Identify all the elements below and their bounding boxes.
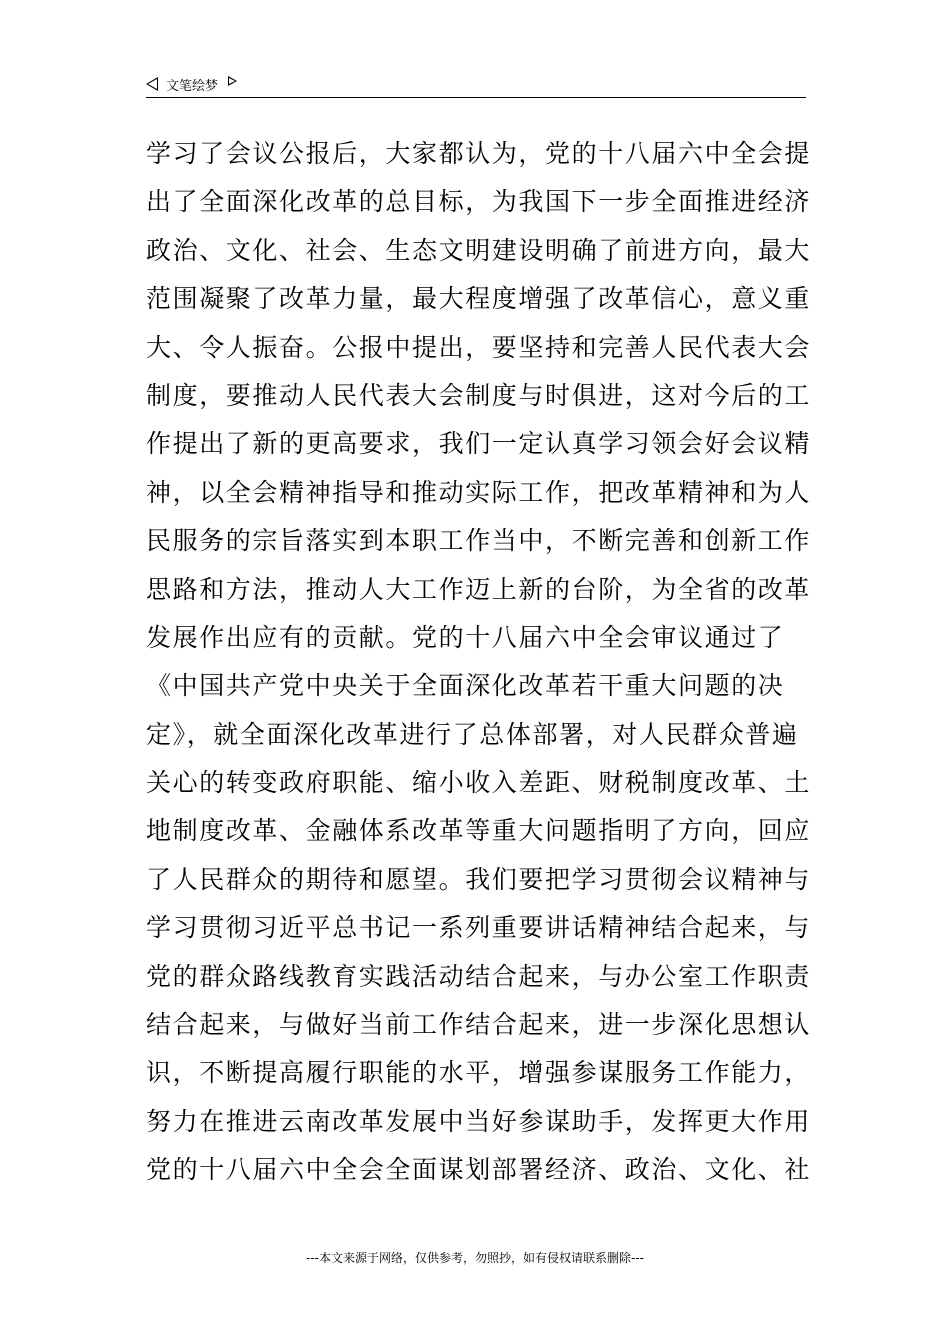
- text-line: 思路和方法，推动人大工作迈上新的台阶，为全省的改革: [146, 574, 812, 604]
- text-line: 努力在推进云南改革发展中当好参谋助手，发挥更大作用: [146, 1106, 812, 1136]
- text-line: 地制度改革、金融体系改革等重大问题指明了方向，回应: [146, 816, 812, 846]
- text-line: 《中国共产党中央关于全面深化改革若干重大问题的决: [146, 671, 785, 701]
- text-line: 范围凝聚了改革力量，最大程度增强了改革信心，意义重: [146, 284, 812, 314]
- page-header: [146, 72, 806, 96]
- header-title: 文笔绘梦: [166, 78, 219, 94]
- text-line: 党的十八届六中全会全面谋划部署经济、政治、文化、社: [146, 1155, 812, 1185]
- page-footer: ---本文来源于网络，仅供参考，勿照抄，如有侵权请联系删除---: [306, 1251, 644, 1265]
- text-line: 关心的转变政府职能、缩小收入差距、财税制度改革、土: [146, 768, 812, 798]
- text-line: 学习贯彻习近平总书记一系列重要讲话精神结合起来，与: [146, 913, 812, 943]
- text-line: 了人民群众的期待和愿望。我们要把学习贯彻会议精神与: [146, 864, 812, 894]
- header-divider: [146, 97, 806, 98]
- text-line: 定》，就全面深化改革进行了总体部署，对人民群众普遍: [146, 719, 799, 749]
- text-line: 神，以全会精神指导和推动实际工作，把改革精神和为人: [146, 477, 812, 507]
- text-line: 发展作出应有的贡献。党的十八届六中全会审议通过了: [146, 622, 785, 652]
- text-line: 学习了会议公报后，大家都认为，党的十八届六中全会提: [146, 139, 812, 168]
- text-line: 党的群众路线教育实践活动结合起来，与办公室工作职责: [146, 961, 812, 991]
- text-line: 民服务的宗旨落实到本职工作当中，不断完善和创新工作: [146, 526, 812, 556]
- document-body: [146, 130, 812, 1195]
- left-triangle-icon: [146, 77, 158, 91]
- text-line: 出了全面深化改革的总目标，为我国下一步全面推进经济: [146, 187, 812, 217]
- text-line: 大、令人振奋。公报中提出，要坚持和完善人民代表大会: [146, 332, 812, 362]
- text-line: 作提出了新的更高要求，我们一定认真学习领会好会议精: [146, 429, 812, 459]
- text-line: 政治、文化、社会、生态文明建设明确了前进方向，最大: [146, 235, 812, 265]
- text-line: 识，不断提高履行职能的水平，增强参谋服务工作能力，: [146, 1058, 812, 1088]
- text-line: 制度，要推动人民代表大会制度与时俱进，这对今后的工: [146, 380, 812, 410]
- right-triangle-icon: [228, 76, 237, 86]
- text-line: 结合起来，与做好当前工作结合起来，进一步深化思想认: [146, 1010, 812, 1040]
